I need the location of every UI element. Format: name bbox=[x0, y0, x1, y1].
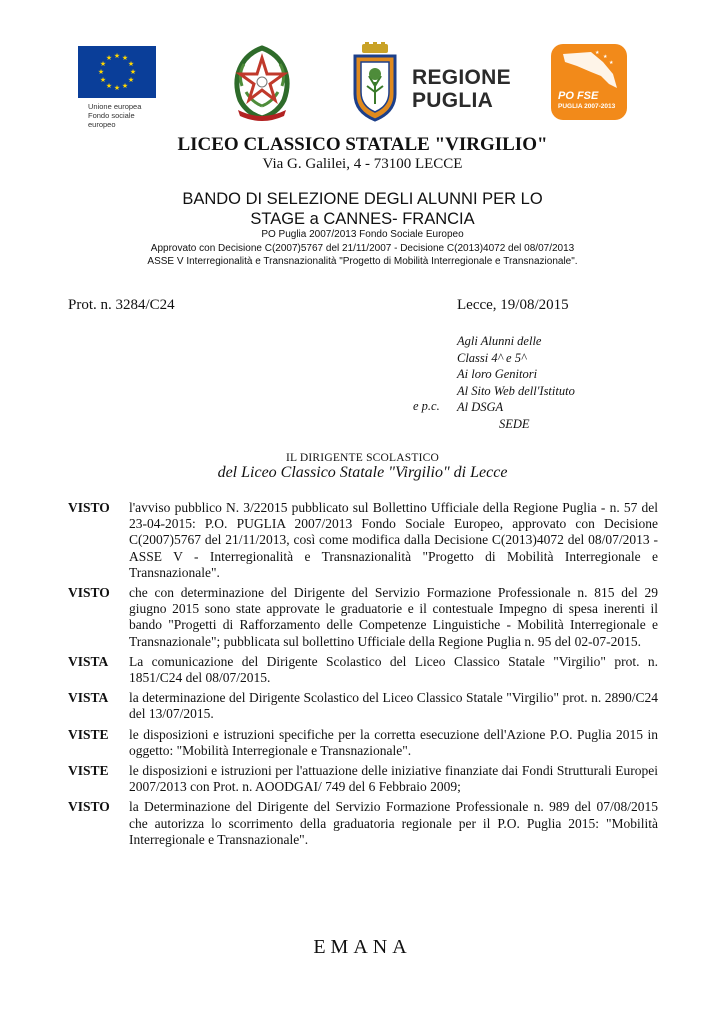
svg-text:★: ★ bbox=[97, 68, 105, 76]
clause-text: la determinazione del Dirigente Scolastico del Liceo Classico Statale "Virgilio" prot. n. 2890/C24 del 13/07/2015. bbox=[129, 690, 658, 722]
pofse-line2: PUGLIA 2007-2013 bbox=[558, 103, 616, 110]
eu-flag-icon bbox=[78, 46, 156, 98]
recipient-line: Al Sito Web dell'Istituto bbox=[457, 383, 575, 398]
clause-item bbox=[68, 585, 658, 650]
dirigente-subtitle: del Liceo Classico Statale "Virgilio" di Lecce bbox=[217, 464, 508, 481]
clause-text: le disposizioni e istruzioni per l'attuazione delle iniziative finanziate dai Fondi Strutturali Europei 2007/2013 con Prot. n. AOODGAI/ 749 del 6 Febbraio 2009; bbox=[129, 763, 658, 795]
svg-text:★: ★ bbox=[127, 60, 135, 68]
clause-item bbox=[68, 763, 658, 795]
clauses-list bbox=[68, 500, 658, 852]
funding-line1: PO Puglia 2007/2013 Fondo Sociale Europeo bbox=[261, 229, 464, 240]
clause-item bbox=[68, 500, 658, 581]
clause-text: la Determinazione del Dirigente del Servizio Formazione Professionale n. 989 del 07/08/2015 che autorizza lo scorrimento della graduatoria regionale per il P.O. Puglia 2015: "Mobilità Interregionale e Transnazionale". bbox=[129, 799, 658, 847]
bando-title-line2: STAGE a CANNES- FRANCIA bbox=[250, 210, 475, 228]
clause-key: VISTE bbox=[68, 763, 109, 779]
svg-text:★: ★ bbox=[609, 60, 614, 66]
clause-key: VISTO bbox=[68, 799, 110, 815]
emana-heading: EMANA bbox=[313, 936, 412, 958]
clause-key: VISTO bbox=[68, 585, 110, 601]
eu-logo bbox=[78, 46, 158, 129]
clause-text: La comunicazione del Dirigente Scolastico del Liceo Classico Statale "Virgilio" prot. n. 1851/C24 del 08/07/2015. bbox=[129, 653, 658, 686]
svg-text:★: ★ bbox=[105, 54, 113, 62]
pofse-line1: PO FSE bbox=[558, 90, 599, 102]
svg-text:★: ★ bbox=[127, 76, 135, 84]
recipient-line: SEDE bbox=[499, 416, 530, 431]
clause-item bbox=[68, 654, 658, 686]
funding-line2: Approvato con Decisione C(2007)5767 del 21/11/2007 - Decisione C(2013)4072 del 08/07/2013 bbox=[150, 243, 575, 254]
bando-title-line1: BANDO DI SELEZIONE DEGLI ALUNNI PER LO bbox=[182, 190, 543, 208]
eu-caption-line1: Unione europea bbox=[88, 102, 142, 111]
svg-text:★: ★ bbox=[603, 54, 608, 60]
svg-text:★: ★ bbox=[105, 82, 113, 90]
eu-caption-line2: Fondo sociale europeo bbox=[88, 111, 135, 129]
clause-item bbox=[68, 727, 658, 759]
svg-text:★: ★ bbox=[129, 68, 137, 76]
recipient-line: Al DSGA bbox=[457, 400, 504, 414]
recipient-line: Classi 4^ e 5^ bbox=[457, 350, 527, 365]
clause-key: VISTO bbox=[68, 500, 110, 515]
funding-line3: ASSE V Interregionalità e Transnazionalità "Progetto di Mobilità Interregionale e Transnazionale". bbox=[147, 256, 578, 267]
svg-text:★: ★ bbox=[113, 84, 121, 92]
clause-key: VISTE bbox=[68, 726, 109, 742]
place-date: Lecce, 19/08/2015 bbox=[457, 297, 569, 313]
svg-text:★: ★ bbox=[113, 52, 121, 60]
region-line2: PUGLIA bbox=[412, 89, 494, 112]
epc-label: e p.c. bbox=[413, 399, 440, 413]
logo-bar bbox=[0, 42, 725, 132]
regione-puglia-wordmark bbox=[412, 66, 511, 112]
clause-text: le disposizioni e istruzioni specifiche per la corretta esecuzione dell'Azione P.O. Puglia 2015 in oggetto: "Mobilità Interregionale e Transnazionale". bbox=[129, 726, 658, 758]
clause-text: l'avviso pubblico N. 3/22015 pubblicato sul Bollettino Ufficiale della Regione Puglia - n. 57 del 23-04-2015: P.O. PUGLIA 2007/2013 Fondo Sociale Europeo, approvato con Decisione C(2007)5767 del 21/11/2013, così come modifica dalla Decisione C(2013)4072 del 08/07/2013 - ASSE V - Interregionalità e Transnazionalità "Progetto di Mobilità Interregionale e Transnazionale". bbox=[129, 500, 658, 580]
region-line1: REGIONE bbox=[412, 66, 511, 89]
svg-text:★: ★ bbox=[99, 76, 107, 84]
clause-key: VISTA bbox=[68, 653, 109, 669]
school-address: Via G. Galilei, 4 - 73100 LECCE bbox=[262, 156, 463, 172]
clause-text: che con determinazione del Dirigente del Servizio Formazione Professionale n. 815 del 29 giugno 2015 sono state approvate le graduatorie e il contestuale Impegno di spesa inerenti il bando "Progetti di Rafforzamento delle Competenze Linguistiche - Mobilità Interregionale e Transnazionale"; pubblicata sul bollettino Ufficiale della Regione Puglia n. 95 del 02-07-2015. bbox=[129, 585, 658, 649]
po-fse-logo bbox=[551, 44, 627, 120]
regione-puglia-shield-icon bbox=[352, 42, 398, 122]
svg-text:★: ★ bbox=[99, 60, 107, 68]
svg-text:★: ★ bbox=[121, 82, 129, 90]
svg-text:★: ★ bbox=[121, 54, 129, 62]
clause-key: VISTA bbox=[68, 690, 109, 706]
recipient-line: Ai loro Genitori bbox=[457, 367, 538, 381]
school-name: LICEO CLASSICO STATALE "VIRGILIO" bbox=[177, 134, 548, 155]
clause-item bbox=[68, 690, 658, 722]
svg-text:★: ★ bbox=[595, 50, 600, 56]
clause-item bbox=[68, 799, 658, 848]
italian-republic-emblem-icon bbox=[222, 42, 302, 122]
protocol-number: Prot. n. 3284/C24 bbox=[68, 297, 175, 313]
recipients-list bbox=[457, 333, 575, 432]
recipient-line: Agli Alunni delle bbox=[457, 334, 542, 348]
dirigente-title: IL DIRIGENTE SCOLASTICO bbox=[285, 452, 440, 464]
